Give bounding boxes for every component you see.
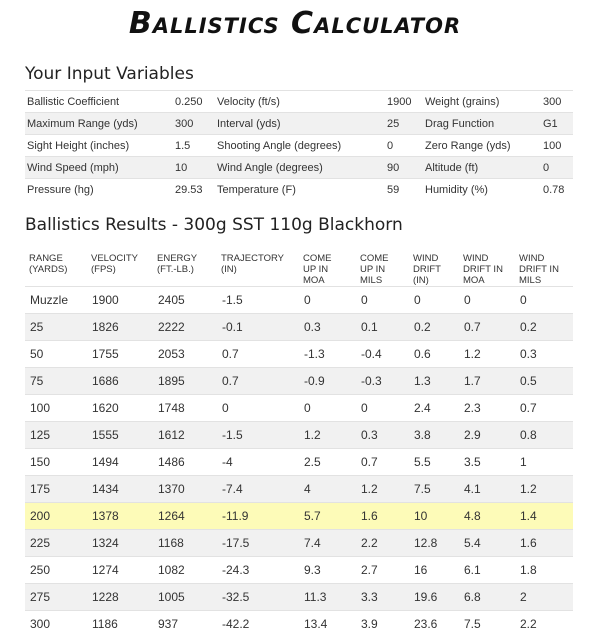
input-value: 29.53 — [173, 179, 215, 201]
results-cell: 13.4 — [299, 611, 356, 637]
results-cell: 1228 — [87, 584, 153, 611]
results-cell: Muzzle — [25, 287, 87, 314]
input-row — [25, 157, 573, 179]
header-line: RANGE — [29, 253, 87, 264]
input-value: 90 — [385, 157, 423, 179]
results-cell: 11.3 — [299, 584, 356, 611]
results-cell: 6.8 — [459, 584, 515, 611]
results-cell: 250 — [25, 557, 87, 584]
results-cell: -24.3 — [217, 557, 299, 584]
header-line: UP IN — [360, 264, 409, 275]
results-header-row — [25, 246, 573, 287]
results-cell: 19.6 — [409, 584, 459, 611]
inputs-section-title: Your Input Variables — [25, 64, 194, 84]
results-cell: 16 — [409, 557, 459, 584]
results-cell: 300 — [25, 611, 87, 637]
results-cell: -1.5 — [217, 287, 299, 314]
results-cell: 2.2 — [356, 530, 409, 557]
results-cell: 0.7 — [356, 449, 409, 476]
results-row — [25, 611, 573, 637]
header-line: (IN) — [413, 275, 459, 286]
results-cell: 2.2 — [515, 611, 573, 637]
results-cell: 0.7 — [217, 341, 299, 368]
results-cell: 275 — [25, 584, 87, 611]
input-value: 0 — [541, 157, 573, 179]
header-line: (YARDS) — [29, 264, 87, 275]
results-cell: -1.3 — [299, 341, 356, 368]
results-cell: 4 — [299, 476, 356, 503]
results-cell: -4 — [217, 449, 299, 476]
results-cell: 1494 — [87, 449, 153, 476]
results-column-header — [409, 246, 459, 287]
results-cell: 1370 — [153, 476, 217, 503]
results-column-header — [25, 246, 87, 287]
ballistics-results-table — [25, 246, 573, 637]
results-cell: 3.3 — [356, 584, 409, 611]
results-cell: 1555 — [87, 422, 153, 449]
results-column-header — [459, 246, 515, 287]
results-cell: 10 — [409, 503, 459, 530]
results-cell: 12.8 — [409, 530, 459, 557]
results-cell: 3.8 — [409, 422, 459, 449]
results-cell: 1082 — [153, 557, 217, 584]
results-cell: 1168 — [153, 530, 217, 557]
input-value: 10 — [173, 157, 215, 179]
results-cell: 175 — [25, 476, 87, 503]
header-line: WIND — [413, 253, 459, 264]
input-value: 300 — [541, 91, 573, 113]
results-cell: 2.5 — [299, 449, 356, 476]
results-cell: 1274 — [87, 557, 153, 584]
results-cell: -0.4 — [356, 341, 409, 368]
results-cell: 1686 — [87, 368, 153, 395]
input-value: G1 — [541, 113, 573, 135]
results-cell: 1434 — [87, 476, 153, 503]
results-cell: -42.2 — [217, 611, 299, 637]
results-cell: 7.5 — [459, 611, 515, 637]
input-value: 59 — [385, 179, 423, 201]
input-label: Temperature (F) — [215, 179, 385, 201]
results-cell: 5.5 — [409, 449, 459, 476]
results-cell: 1.2 — [356, 476, 409, 503]
results-cell: 125 — [25, 422, 87, 449]
results-cell: 1.2 — [515, 476, 573, 503]
input-label: Maximum Range (yds) — [25, 113, 173, 135]
header-line: MILS — [360, 275, 409, 286]
results-cell: 25 — [25, 314, 87, 341]
input-row — [25, 179, 573, 201]
results-column-header — [87, 246, 153, 287]
input-value: 0.78 — [541, 179, 573, 201]
input-label: Drag Function — [423, 113, 541, 135]
results-cell: 0.7 — [515, 395, 573, 422]
results-cell: -32.5 — [217, 584, 299, 611]
results-row — [25, 584, 573, 611]
input-label: Pressure (hg) — [25, 179, 173, 201]
input-value: 300 — [173, 113, 215, 135]
header-line: DRIFT IN — [463, 264, 515, 275]
results-row — [25, 449, 573, 476]
results-cell: 2.7 — [356, 557, 409, 584]
results-row — [25, 557, 573, 584]
results-cell: 0 — [515, 287, 573, 314]
input-value: 0 — [385, 135, 423, 157]
results-cell: 0.6 — [409, 341, 459, 368]
header-line: COME — [360, 253, 409, 264]
input-label: Shooting Angle (degrees) — [215, 135, 385, 157]
results-cell: 2.3 — [459, 395, 515, 422]
results-cell: 1.6 — [515, 530, 573, 557]
results-cell: 0.8 — [515, 422, 573, 449]
header-line: (IN) — [221, 264, 299, 275]
results-cell: 7.4 — [299, 530, 356, 557]
results-column-header — [356, 246, 409, 287]
results-cell: -0.9 — [299, 368, 356, 395]
header-line: UP IN — [303, 264, 356, 275]
input-value: 0.250 — [173, 91, 215, 113]
results-cell: 1900 — [87, 287, 153, 314]
results-row — [25, 395, 573, 422]
results-cell: 5.4 — [459, 530, 515, 557]
results-cell: 1.2 — [299, 422, 356, 449]
results-cell: 937 — [153, 611, 217, 637]
results-cell: 1324 — [87, 530, 153, 557]
input-row — [25, 91, 573, 113]
results-cell: 0 — [459, 287, 515, 314]
header-line: VELOCITY — [91, 253, 153, 264]
results-cell: 0.2 — [409, 314, 459, 341]
results-cell: 1620 — [87, 395, 153, 422]
results-cell: 1.8 — [515, 557, 573, 584]
results-cell: 100 — [25, 395, 87, 422]
input-value: 25 — [385, 113, 423, 135]
results-cell: 1612 — [153, 422, 217, 449]
results-column-header — [515, 246, 573, 287]
app-title: Ballistics Calculator — [0, 8, 590, 40]
results-cell: 1005 — [153, 584, 217, 611]
results-cell: 1.7 — [459, 368, 515, 395]
results-cell: 2.9 — [459, 422, 515, 449]
results-cell: 50 — [25, 341, 87, 368]
input-label: Velocity (ft/s) — [215, 91, 385, 113]
header-line: WIND — [463, 253, 515, 264]
results-cell: 1755 — [87, 341, 153, 368]
results-cell: 0 — [356, 287, 409, 314]
header-line: ENERGY — [157, 253, 217, 264]
results-cell: 0.3 — [515, 341, 573, 368]
results-cell: 0.1 — [356, 314, 409, 341]
results-cell: 75 — [25, 368, 87, 395]
results-cell: -7.4 — [217, 476, 299, 503]
results-row — [25, 287, 573, 314]
results-cell: 1.4 — [515, 503, 573, 530]
results-cell: 0.3 — [356, 422, 409, 449]
results-row — [25, 314, 573, 341]
header-line: (FPS) — [91, 264, 153, 275]
results-cell: 1378 — [87, 503, 153, 530]
results-cell: 150 — [25, 449, 87, 476]
results-cell: 0 — [217, 395, 299, 422]
results-cell: 0.3 — [299, 314, 356, 341]
results-cell: 2 — [515, 584, 573, 611]
results-cell: 4.1 — [459, 476, 515, 503]
results-cell: -17.5 — [217, 530, 299, 557]
input-label: Wind Speed (mph) — [25, 157, 173, 179]
input-variables-table — [25, 90, 573, 200]
results-cell: 1826 — [87, 314, 153, 341]
input-label: Weight (grains) — [423, 91, 541, 113]
input-value: 1.5 — [173, 135, 215, 157]
results-row — [25, 422, 573, 449]
header-line: (FT.-LB.) — [157, 264, 217, 275]
results-cell: -1.5 — [217, 422, 299, 449]
input-row — [25, 135, 573, 157]
input-label: Wind Angle (degrees) — [215, 157, 385, 179]
results-cell: 225 — [25, 530, 87, 557]
results-cell: 0.2 — [515, 314, 573, 341]
input-row — [25, 113, 573, 135]
results-cell: 23.6 — [409, 611, 459, 637]
results-cell: 2405 — [153, 287, 217, 314]
results-cell: 1.6 — [356, 503, 409, 530]
input-label: Ballistic Coefficient — [25, 91, 173, 113]
results-cell: 1748 — [153, 395, 217, 422]
header-line: COME — [303, 253, 356, 264]
input-value: 100 — [541, 135, 573, 157]
input-label: Sight Height (inches) — [25, 135, 173, 157]
results-cell: 1264 — [153, 503, 217, 530]
results-cell: 1 — [515, 449, 573, 476]
header-line: WIND — [519, 253, 573, 264]
results-cell: -0.3 — [356, 368, 409, 395]
results-cell: 0.7 — [459, 314, 515, 341]
results-cell: 0.5 — [515, 368, 573, 395]
results-cell: 5.7 — [299, 503, 356, 530]
results-cell: 3.5 — [459, 449, 515, 476]
results-cell: 1.2 — [459, 341, 515, 368]
results-cell: 2222 — [153, 314, 217, 341]
header-line: MILS — [519, 275, 573, 286]
results-column-header — [153, 246, 217, 287]
results-cell: 0 — [356, 395, 409, 422]
header-line: MOA — [463, 275, 515, 286]
header-line: MOA — [303, 275, 356, 286]
input-label: Humidity (%) — [423, 179, 541, 201]
results-cell: 3.9 — [356, 611, 409, 637]
results-cell: 1895 — [153, 368, 217, 395]
results-cell: 2.4 — [409, 395, 459, 422]
results-section-title: Ballistics Results - 300g SST 110g Blackhorn — [25, 215, 403, 235]
results-cell: 1486 — [153, 449, 217, 476]
results-row — [25, 530, 573, 557]
header-line: DRIFT — [413, 264, 459, 275]
input-label: Interval (yds) — [215, 113, 385, 135]
results-cell: -11.9 — [217, 503, 299, 530]
results-cell: 200 — [25, 503, 87, 530]
results-cell: -0.1 — [217, 314, 299, 341]
results-row — [25, 476, 573, 503]
input-label: Zero Range (yds) — [423, 135, 541, 157]
header-line: DRIFT IN — [519, 264, 573, 275]
results-cell: 0.7 — [217, 368, 299, 395]
results-column-header — [299, 246, 356, 287]
results-cell: 4.8 — [459, 503, 515, 530]
results-cell: 0 — [299, 395, 356, 422]
results-column-header — [217, 246, 299, 287]
input-label: Altitude (ft) — [423, 157, 541, 179]
results-row — [25, 341, 573, 368]
results-row — [25, 503, 573, 530]
results-cell: 0 — [299, 287, 356, 314]
results-cell: 1186 — [87, 611, 153, 637]
input-value: 1900 — [385, 91, 423, 113]
header-line: TRAJECTORY — [221, 253, 299, 264]
results-cell: 6.1 — [459, 557, 515, 584]
results-cell: 2053 — [153, 341, 217, 368]
results-row — [25, 368, 573, 395]
results-cell: 7.5 — [409, 476, 459, 503]
results-cell: 1.3 — [409, 368, 459, 395]
results-cell: 9.3 — [299, 557, 356, 584]
results-cell: 0 — [409, 287, 459, 314]
